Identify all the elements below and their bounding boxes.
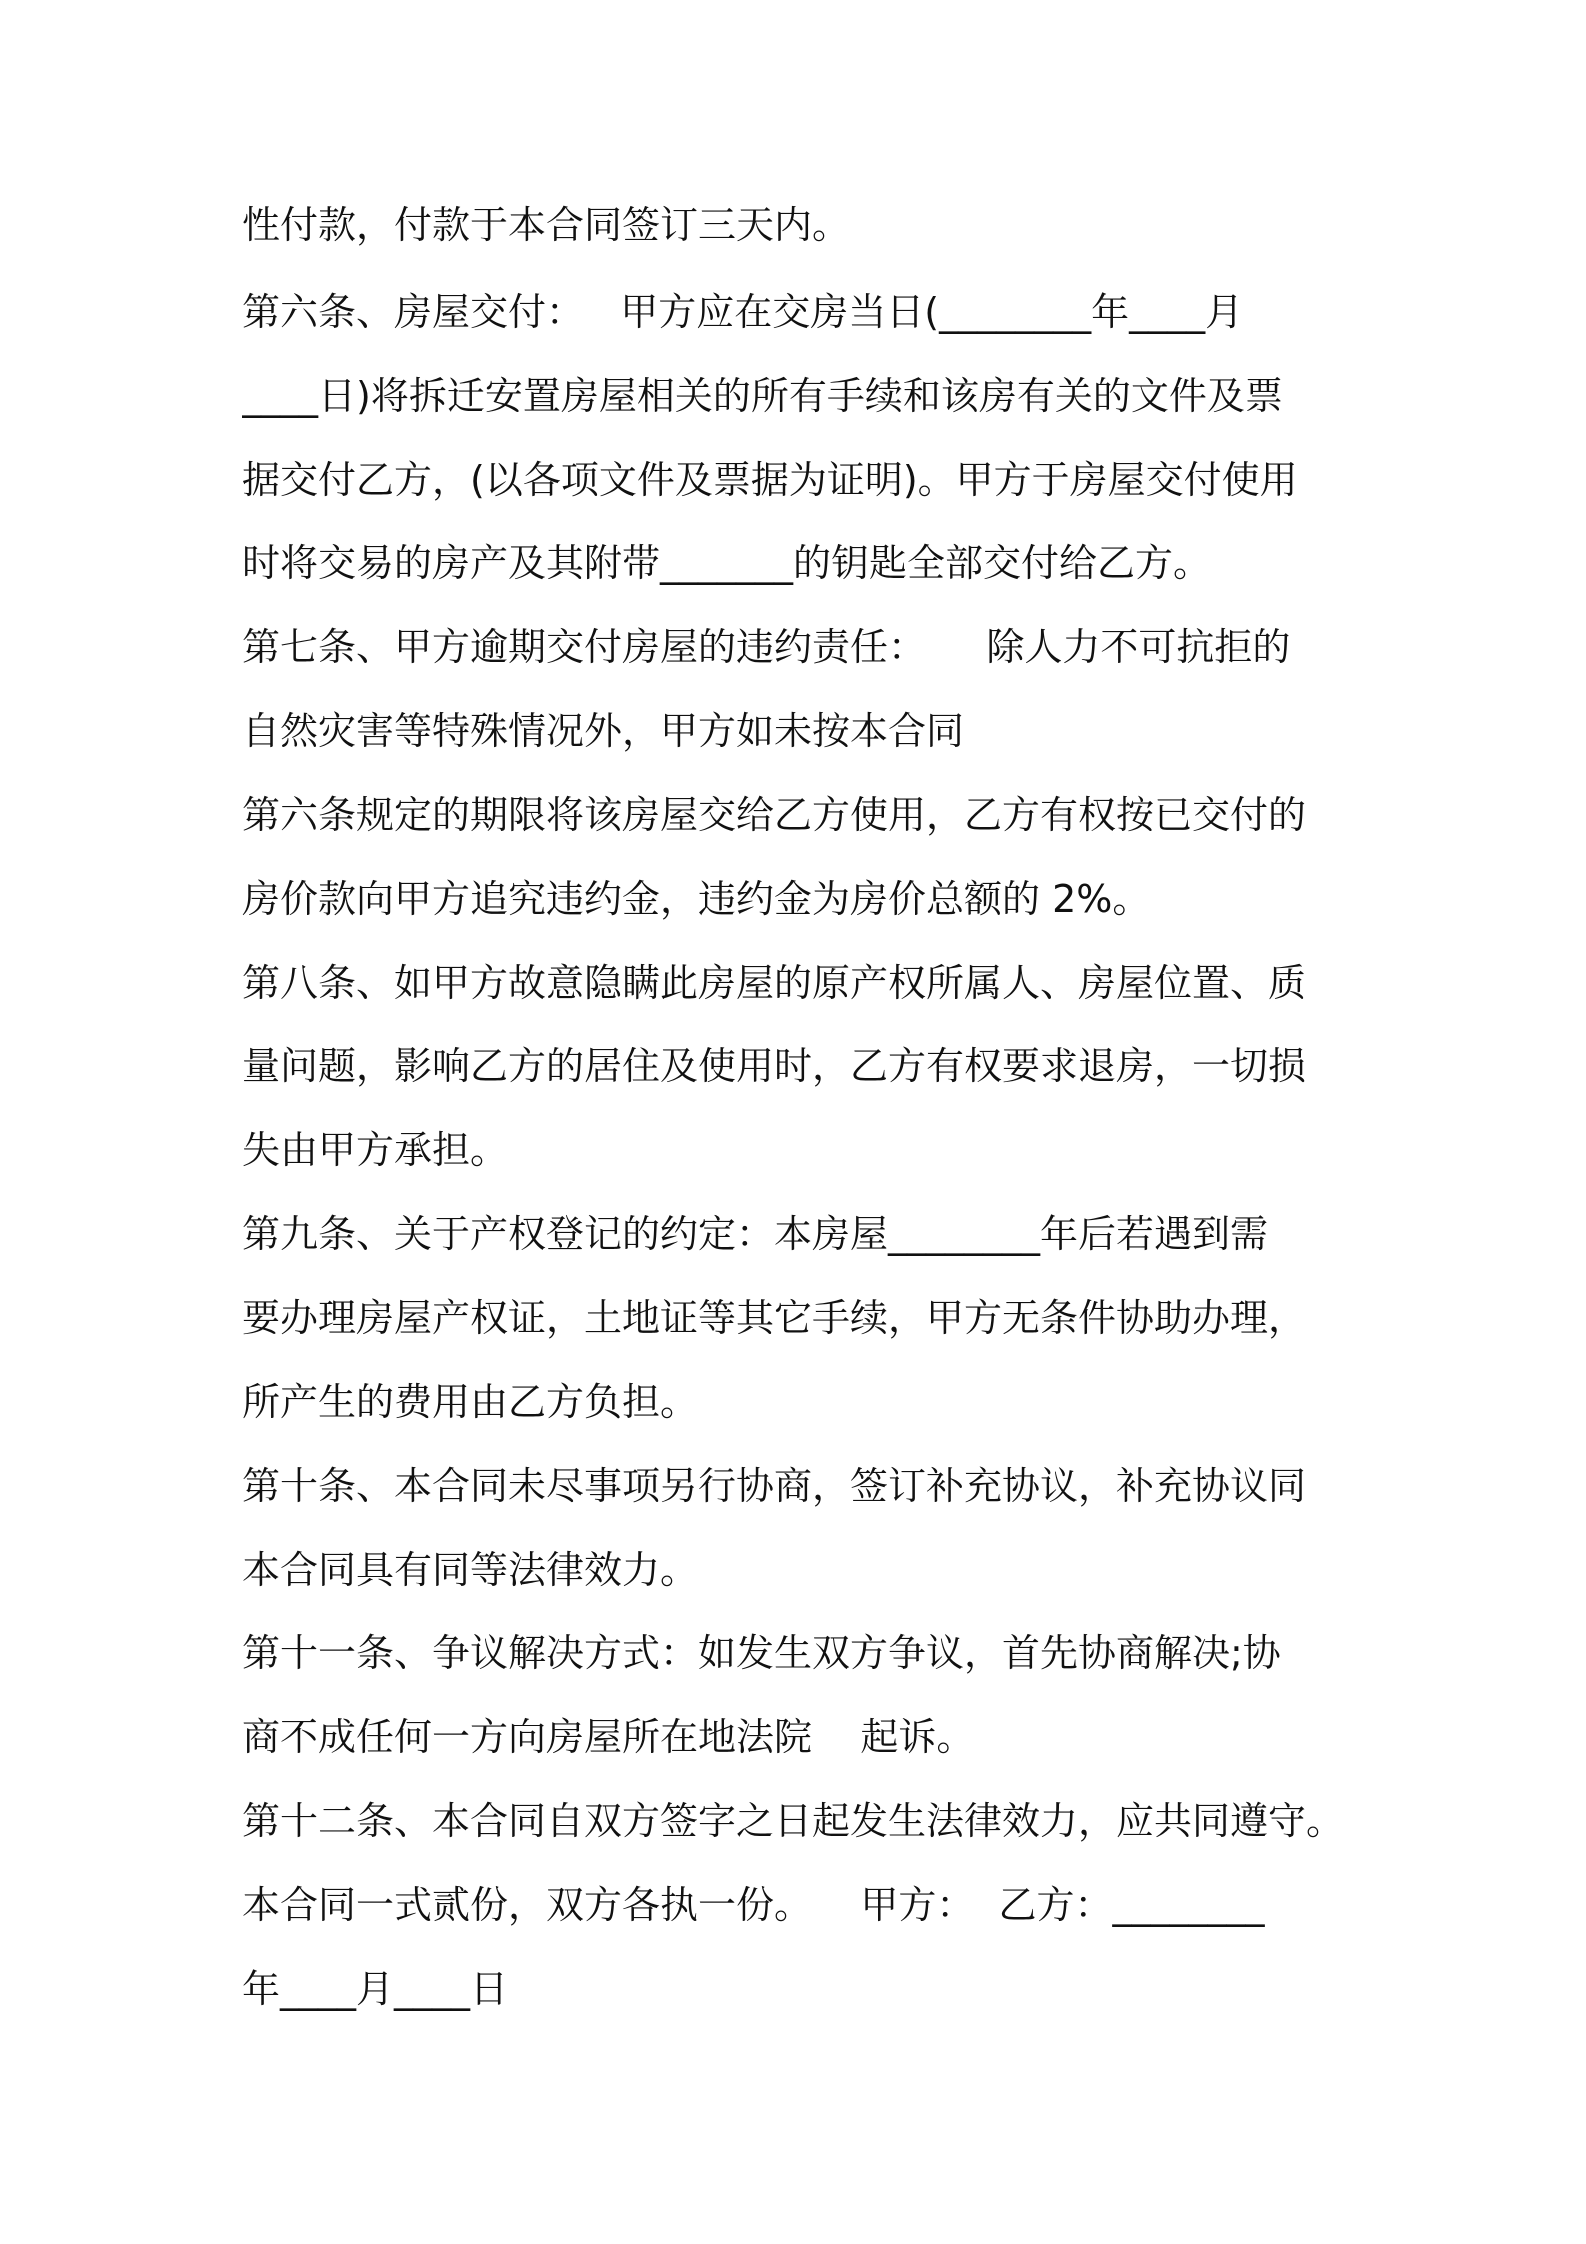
text-line: 性付款，付款于本合同签订三天内。 bbox=[242, 203, 851, 247]
text-line: 据交付乙方，(以各项文件及票据为证明)。甲方于房屋交付使用 bbox=[242, 458, 1298, 502]
text-line: 第七条、甲方逾期交付房屋的违约责任： 除人力不可抗拒的 bbox=[242, 625, 1291, 669]
text-line: 第六条规定的期限将该房屋交给乙方使用，乙方有权按已交付的 bbox=[242, 793, 1307, 837]
text-line: 所产生的费用由乙方负担。 bbox=[242, 1380, 699, 1424]
text-line: 第八条、如甲方故意隐瞒此房屋的原产权所属人、房屋位置、质 bbox=[242, 961, 1307, 1005]
text-line: 第十一条、争议解决方式：如发生双方争议，首先协商解决;协 bbox=[242, 1631, 1281, 1675]
text-line: 第六条、房屋交付： 甲方应在交房当日(________年____月 bbox=[242, 290, 1244, 334]
text-line: 失由甲方承担。 bbox=[242, 1128, 509, 1172]
text-line: 本合同具有同等法律效力。 bbox=[242, 1548, 699, 1592]
text-line: 年____月____日 bbox=[242, 1967, 509, 2011]
text-line: 时将交易的房产及其附带_______的钥匙全部交付给乙方。 bbox=[242, 541, 1212, 585]
text-line: 自然灾害等特殊情况外，甲方如未按本合同 bbox=[242, 709, 965, 753]
text-line: 第九条、关于产权登记的约定：本房屋________年后若遇到需 bbox=[242, 1212, 1269, 1256]
text-line: 第十条、本合同未尽事项另行协商，签订补充协议，补充协议同 bbox=[242, 1464, 1307, 1508]
text-line: ____日)将拆迁安置房屋相关的所有手续和该房有关的文件及票 bbox=[242, 374, 1283, 418]
text-line: 量问题，影响乙方的居住及使用时，乙方有权要求退房，一切损 bbox=[242, 1044, 1307, 1088]
text-line: 第十二条、本合同自双方签字之日起发生法律效力，应共同遵守。 bbox=[242, 1799, 1345, 1843]
text-line: 本合同一式贰份，双方各执一份。 甲方： 乙方：________ bbox=[242, 1883, 1265, 1927]
text-line: 要办理房屋产权证，土地证等其它手续，甲方无条件协助办理， bbox=[242, 1296, 1307, 1340]
text-line: 商不成任何一方向房屋所在地法院 起诉。 bbox=[242, 1715, 975, 1759]
text-line: 房价款向甲方追究违约金，违约金为房价总额的 2%。 bbox=[242, 877, 1151, 921]
